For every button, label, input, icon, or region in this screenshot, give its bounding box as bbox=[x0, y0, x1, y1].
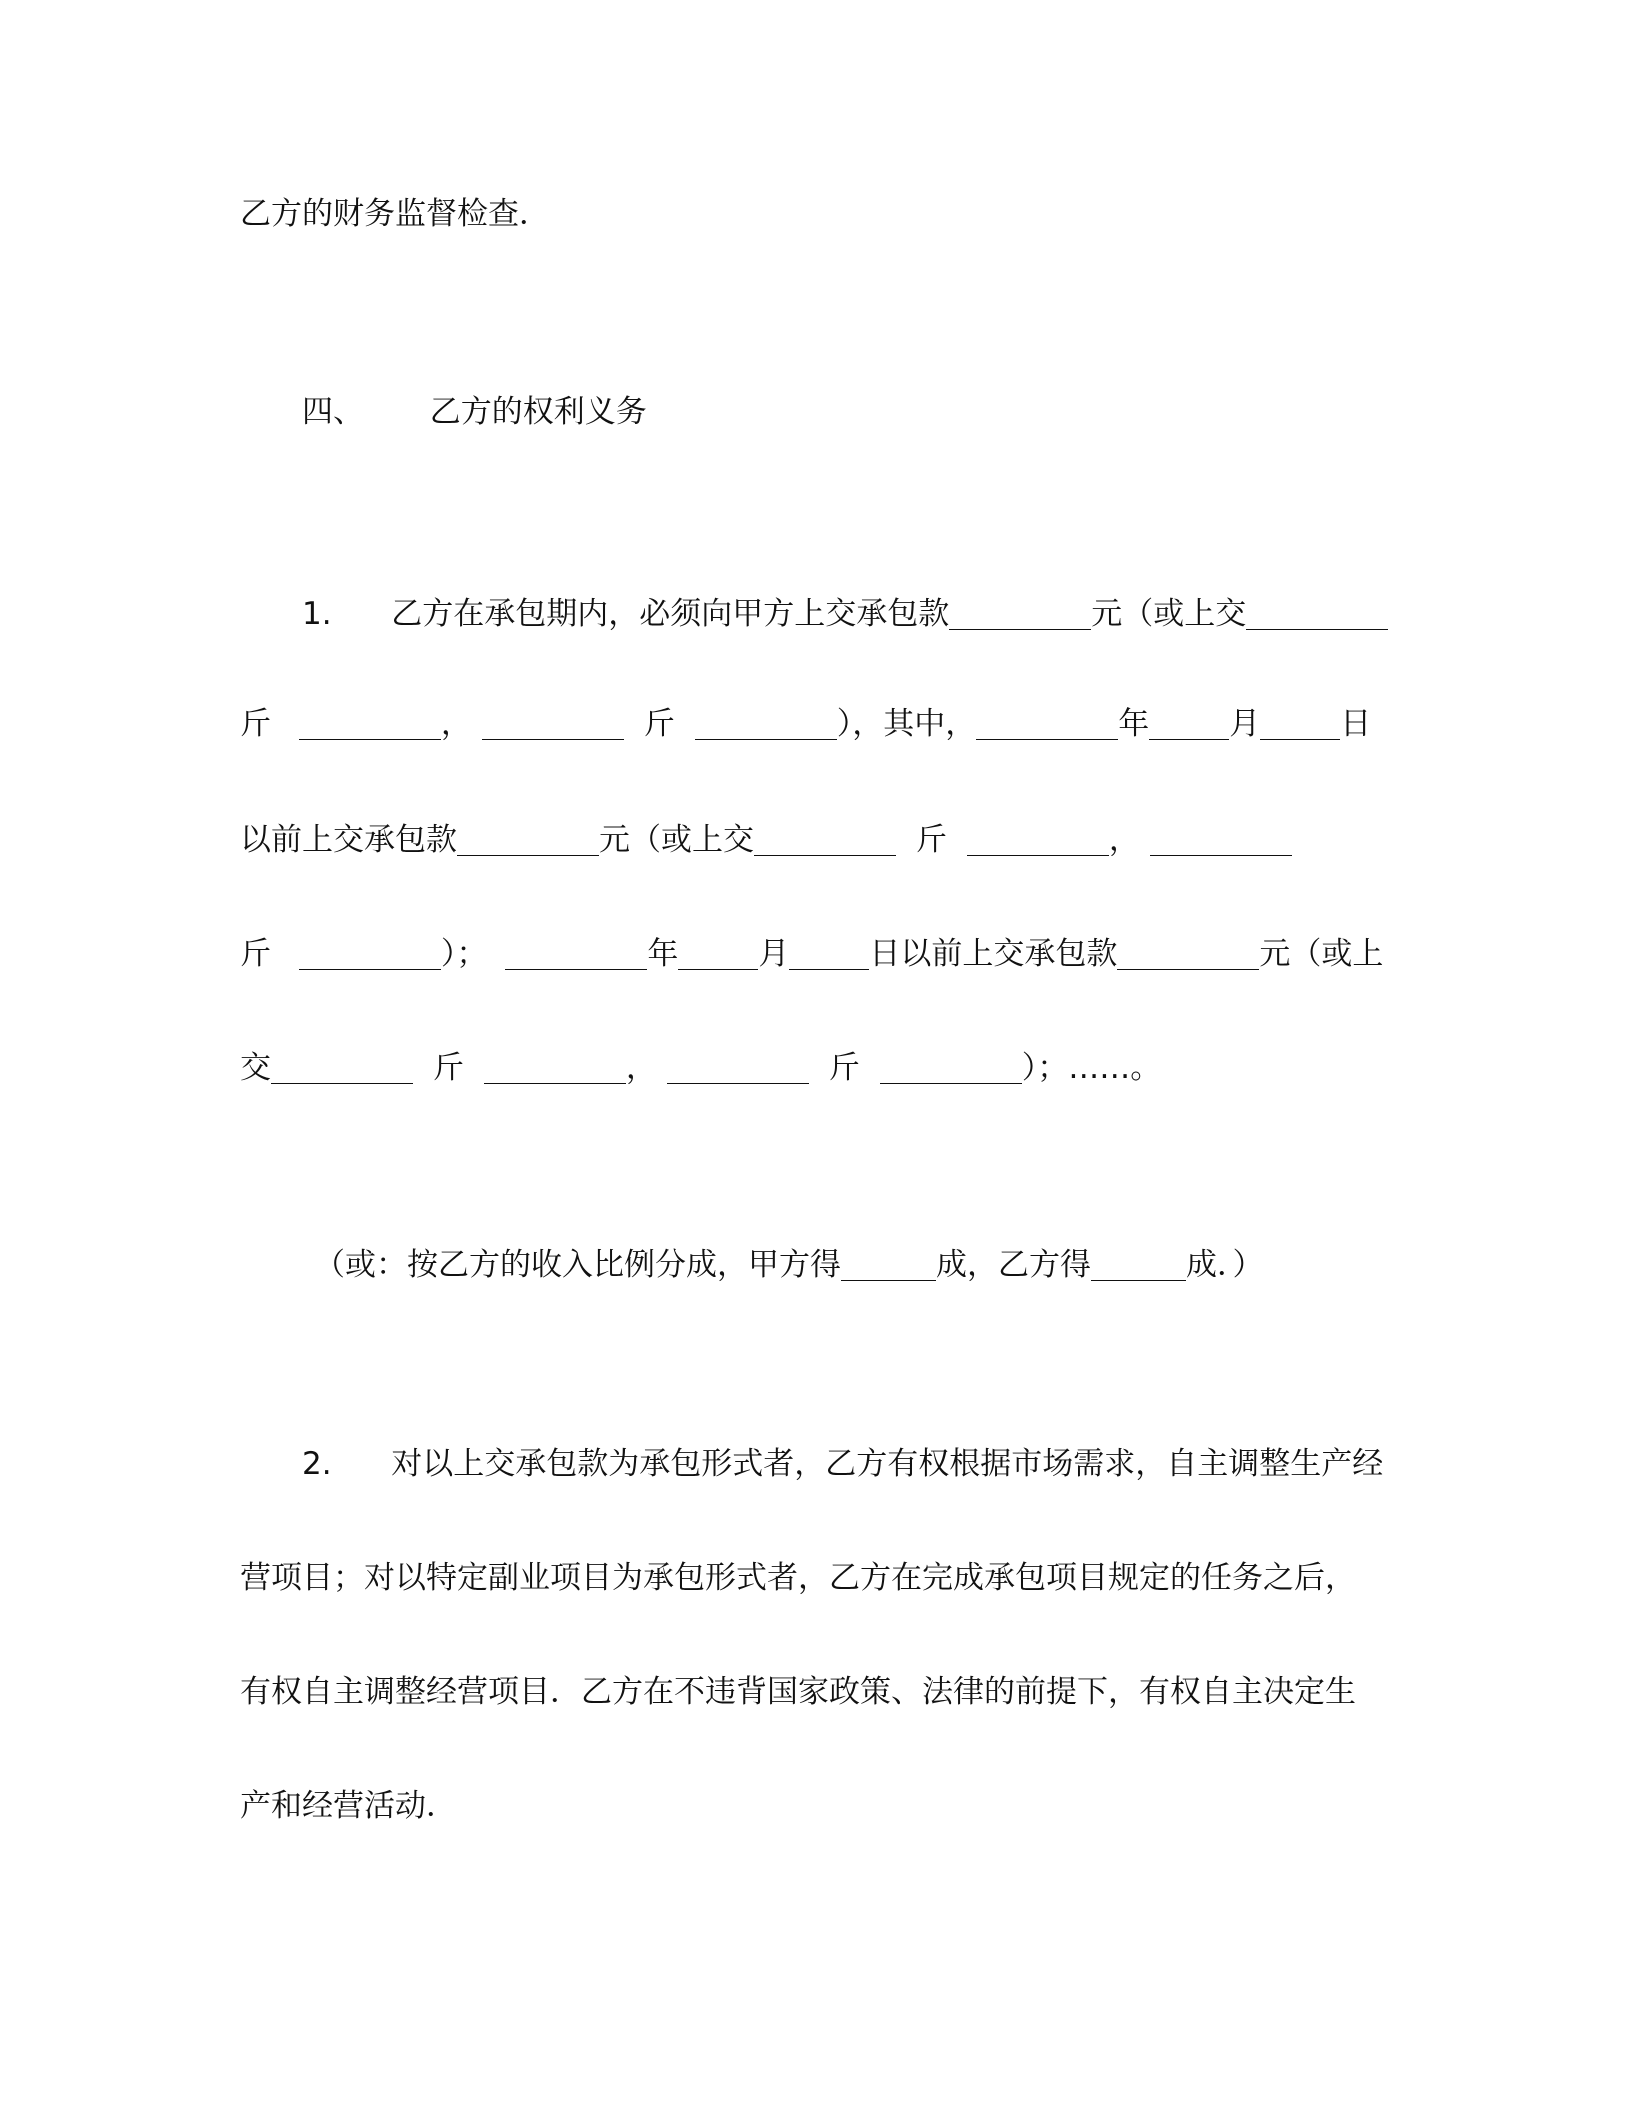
section-number: 四、 bbox=[302, 394, 364, 430]
alternative-clause: （或：按乙方的收入比例分成，甲方得 成，乙方得 成．） bbox=[314, 1247, 1264, 1283]
clause-2-line-4: 产和经营活动． bbox=[240, 1788, 457, 1824]
fill-blank[interactable] bbox=[482, 709, 624, 740]
continued-text-line: 乙方的财务监督检查． bbox=[240, 196, 550, 232]
section-title: 乙方的权利义务 bbox=[429, 394, 647, 430]
clause-1-line-5: 交 斤 ， 斤 ）；……。 bbox=[240, 1050, 1162, 1086]
fill-blank[interactable] bbox=[299, 939, 441, 970]
clause-1-line-2: 斤 ， 斤 ），其中， 年 月 日 bbox=[240, 706, 1372, 742]
section-heading bbox=[302, 392, 647, 432]
clause-1-line-1: 1. 乙方在承包期内，必须向甲方上交承包款 元（或上交 bbox=[302, 594, 1388, 634]
fill-blank[interactable] bbox=[754, 825, 896, 856]
fill-blank[interactable] bbox=[1117, 939, 1259, 970]
fill-blank[interactable] bbox=[1246, 599, 1388, 630]
fill-blank[interactable] bbox=[457, 825, 599, 856]
clause-2-line-1: 2. 对以上交承包款为承包形式者，乙方有权根据市场需求，自主调整生产经 bbox=[302, 1446, 1384, 1482]
clause-2-line-2: 营项目；对以特定副业项目为承包形式者，乙方在完成承包项目规定的任务之后， bbox=[240, 1560, 1356, 1596]
fill-blank[interactable] bbox=[271, 1053, 413, 1084]
clause-number: 2. bbox=[302, 1446, 332, 1482]
clause-2-line-3: 有权自主调整经营项目．乙方在不违背国家政策、法律的前提下，有权自主决定生 bbox=[240, 1674, 1356, 1710]
clause-1-line-4: 斤 ）； 年 月 日以前上交承包款 元（或上 bbox=[240, 936, 1384, 972]
fill-blank[interactable] bbox=[484, 1053, 626, 1084]
fill-blank[interactable] bbox=[299, 709, 441, 740]
fill-blank[interactable] bbox=[1260, 709, 1340, 740]
fill-blank[interactable] bbox=[789, 939, 869, 970]
fill-blank[interactable] bbox=[667, 1053, 809, 1084]
fill-blank[interactable] bbox=[678, 939, 758, 970]
fill-blank[interactable] bbox=[1091, 1250, 1186, 1281]
fill-blank[interactable] bbox=[949, 599, 1091, 630]
fill-blank[interactable] bbox=[880, 1053, 1022, 1084]
fill-blank[interactable] bbox=[1149, 709, 1229, 740]
fill-blank[interactable] bbox=[841, 1250, 936, 1281]
clause-1-line-3: 以前上交承包款 元（或上交 斤 ， bbox=[240, 820, 1292, 860]
fill-blank[interactable] bbox=[1150, 825, 1292, 856]
fill-blank[interactable] bbox=[976, 709, 1118, 740]
fill-blank[interactable] bbox=[505, 939, 647, 970]
fill-blank[interactable] bbox=[695, 709, 837, 740]
clause-number: 1. bbox=[302, 596, 332, 632]
fill-blank[interactable] bbox=[967, 825, 1109, 856]
